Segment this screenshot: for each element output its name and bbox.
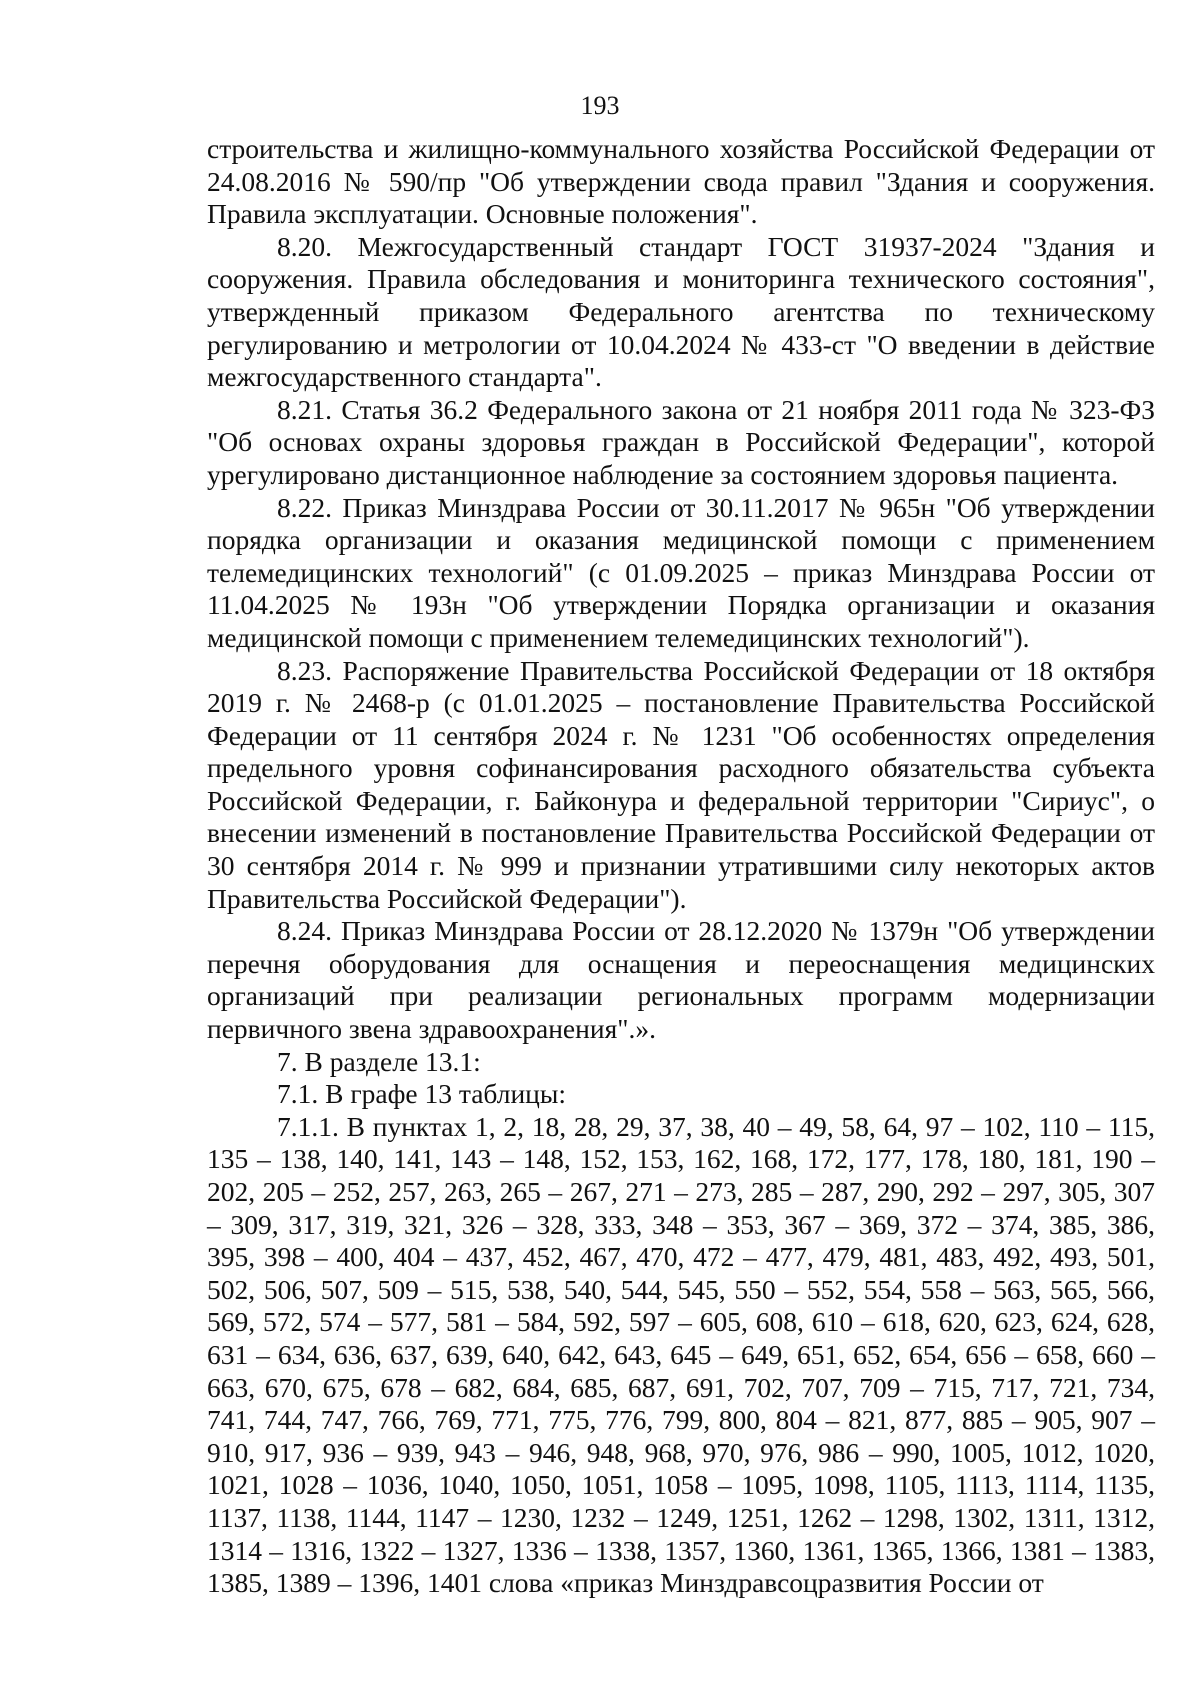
paragraph-item-7-1: 7.1. В графе 13 таблицы:	[277, 1078, 566, 1110]
paragraph-item-8-22: 8.22. Приказ Минздрава России от 30.11.2017 № 965н "Об утверждении порядка организации и оказания медицинской помощи с применением телемедицинских технологий" (с 01.09.2025 – приказ Минздрава России от 11.04.2025 № 193н "Об утверждении Порядка организации и оказания медицинской помощи с применением телемедицинских технологий").	[207, 491, 1155, 653]
paragraph-item-8-23: 8.23. Распоряжение Правительства Российской Федерации от 18 октября 2019 г. № 2468-р (с 01.01.2025 – постановление Правительства Российской Федерации от 11 сентября 2024 г. № 1231 "Об особенностях определения предельного уровня софинансирования расходного обязательства субъекта Российской Федерации, г. Байконура и федеральной территории "Сириус", о внесении изменений в постановление Правительства Российской Федерации от 30 сентября 2014 г. № 999 и признании утратившими силу некоторых актов Правительства Российской Федерации").	[207, 654, 1155, 914]
paragraph-item-8-24: 8.24. Приказ Минздрава России от 28.12.2020 № 1379н "Об утверждении перечня оборудования для оснащения и переоснащения медицинских организаций при реализации региональных программ модернизации первичного звена здравоохранения".».	[207, 915, 1155, 1045]
page-number: 193	[580, 91, 620, 120]
paragraph-continuation: строительства и жилищно-коммунального хозяйства Российской Федерации от 24.08.2016 № 590/пр "Об утверждении свода правил "Здания и сооружения. Правила эксплуатации. Основные положения".	[207, 133, 1155, 230]
paragraph-item-8-20: 8.20. Межгосударственный стандарт ГОСТ 31937-2024 "Здания и сооружения. Правила обследования и мониторинга технического состояния", утвержденный приказом Федерального агентства по техническому регулированию и метрологии от 10.04.2024 № 433-ст "О введении в действие межгосударственного стандарта".	[207, 230, 1155, 393]
paragraph-section-7: 7. В разделе 13.1:	[277, 1045, 481, 1077]
paragraph-item-8-21: 8.21. Статья 36.2 Федерального закона от 21 ноября 2011 года № 323-ФЗ "Об основах охраны здоровья граждан в Российской Федерации", которой урегулировано дистанционное наблюдение за состоянием здоровья пациента.	[207, 393, 1155, 490]
paragraph-item-7-1-1: 7.1.1. В пунктах 1, 2, 18, 28, 29, 37, 38, 40 – 49, 58, 64, 97 – 102, 110 – 115, 135 – 138, 140, 141, 143 – 148, 152, 153, 162, 168, 172, 177, 178, 180, 181, 190 – 202, 205 – 252, 257, 263, 265 – 267, 271 – 273, 285 – 287, 290, 292 – 297, 305, 307 – 309, 317, 319, 321, 326 – 328, 333, 348 – 353, 367 – 369, 372 – 374, 385, 386, 395, 398 – 400, 404 – 437, 452, 467, 470, 472 – 477, 479, 481, 483, 492, 493, 501, 502, 506, 507, 509 – 515, 538, 540, 544, 545, 550 – 552, 554, 558 – 563, 565, 566, 569, 572, 574 – 577, 581 – 584, 592, 597 – 605, 608, 610 – 618, 620, 623, 624, 628, 631 – 634, 636, 637, 639, 640, 642, 643, 645 – 649, 651, 652, 654, 656 – 658, 660 – 663, 670, 675, 678 – 682, 684, 685, 687, 691, 702, 707, 709 – 715, 717, 721, 734, 741, 744, 747, 766, 769, 771, 775, 776, 799, 800, 804 – 821, 877, 885 – 905, 907 – 910, 917, 936 – 939, 943 – 946, 948, 968, 970, 976, 986 – 990, 1005, 1012, 1020, 1021, 1028 – 1036, 1040, 1050, 1051, 1058 – 1095, 1098, 1105, 1113, 1114, 1135, 1137, 1138, 1144, 1147 – 1230, 1232 – 1249, 1251, 1262 – 1298, 1302, 1311, 1312, 1314 – 1316, 1322 – 1327, 1336 – 1338, 1357, 1360, 1361, 1365, 1366, 1381 – 1383, 1385, 1389 – 1396, 1401 слова «приказ Минздравсоцразвития России от	[207, 1110, 1155, 1599]
document-body	[207, 133, 1155, 1600]
